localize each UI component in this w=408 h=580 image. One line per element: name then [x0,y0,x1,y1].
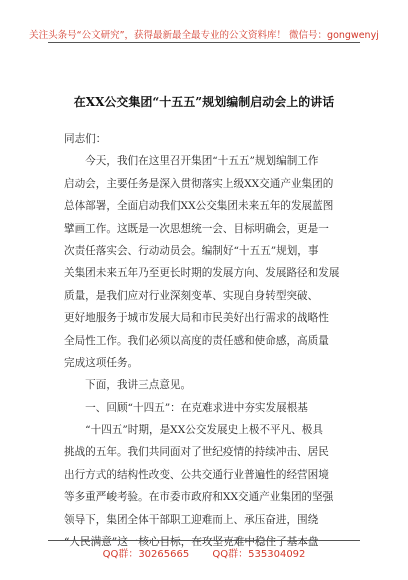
body-line: 出行方式的结构性改变、公共交通行业普遍性的经营困境 [64,468,329,481]
document-title: 在XX公交集团“十五五”规划编制启动会上的讲话 [73,95,335,109]
body-line: 更好地服务于城市发展大局和市民美好出行需求的战略性 [64,312,329,325]
body-line: 领导下，集团全体干部职工迎难而上、承压奋进，围绕 [64,513,319,526]
body-line: 次责任落实会、行动动员会。编制好“十五五”规划，事 [64,244,319,257]
document-body [64,126,346,553]
body-line: “人民满意”这一核心目标，在攻坚克难中稳住了基本盘 [64,536,319,549]
footer-contact [48,545,360,560]
body-line: 质量，是我们应对行业深刻变革、实现自身转型突破、 [64,289,319,302]
footer-divider [48,540,360,541]
body-line: 挑战的五年。我们共同面对了世纪疫情的持续冲击、居民 [64,446,329,459]
body-line: 等多重严峻考验。在市委市政府和XX交通产业集团的坚强 [64,491,334,504]
header-divider [48,42,360,43]
body-line: 启动会，主要任务是深入贯彻落实上级XX交通产业集团的 [64,177,334,190]
page-header [0,0,408,58]
body-line: 完成这项任务。 [64,356,139,369]
section-heading: 一、回顾“十四五”：在克难求进中夯实发展根基 [64,401,308,414]
body-line: 全局性工作。我们必须以高度的责任感和使命感，高质量 [64,334,329,347]
body-line: 今天，我们在这里召开集团“十五五”规划编制工作 [64,155,319,168]
body-line: 总体部署，全面启动我们XX公交集团未来五年的发展蓝图 [64,200,334,213]
footer-qq-group-2: QQ群：535304092 [212,549,306,560]
page-footer [48,540,360,580]
body-line: “十四五”时期，是XX公交发展史上极不平凡、极具 [64,424,323,437]
body-line: 下面，我讲三点意见。 [64,379,192,392]
header-promo-text: 关注头条号“公文研究”，获得最新最全最专业的公文资料库！ 微信号：gongwenyj [29,30,379,41]
footer-qq-group-1: QQ群：30265665 [102,549,190,560]
body-line: 关集团未来五年乃至更长时期的发展方向、发展路径和发展 [64,267,340,280]
greeting: 同志们： [64,133,107,145]
body-line: 擘画工作。这既是一次思想统一会、目标明确会，更是一 [64,222,329,235]
